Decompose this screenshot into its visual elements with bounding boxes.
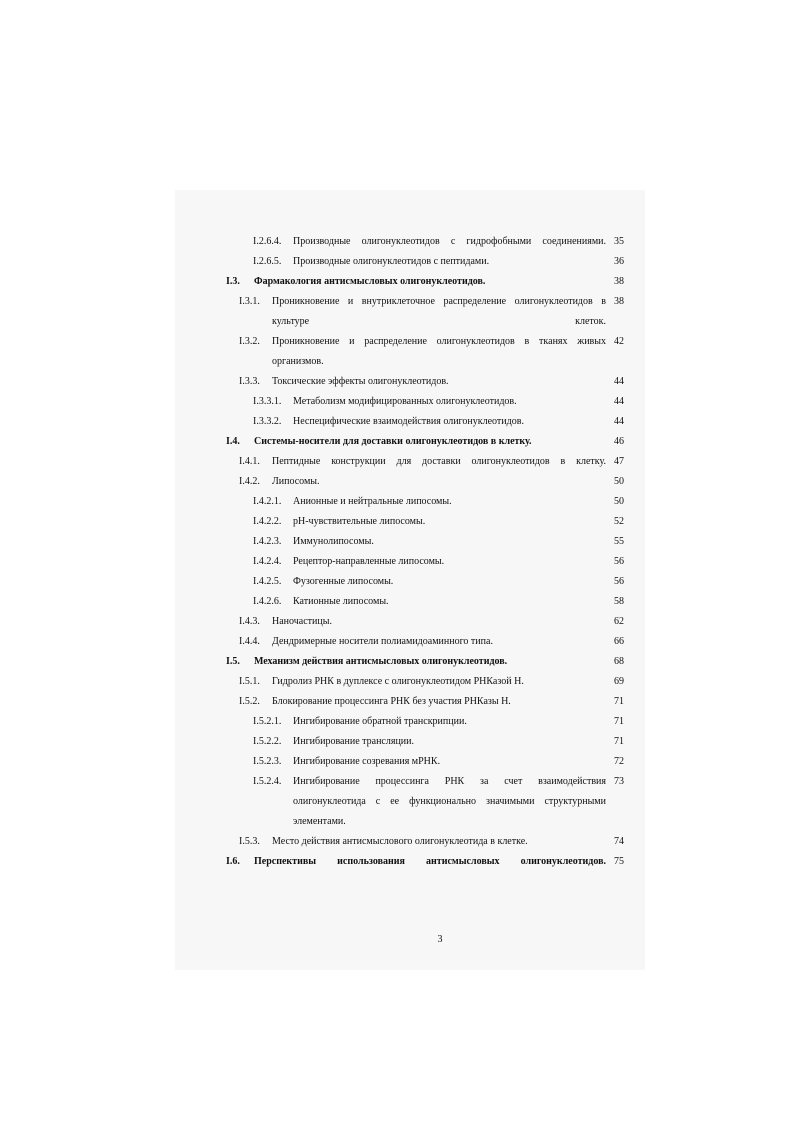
toc-entry-number: I.4. xyxy=(226,436,240,447)
toc-entry-number: I.4.2.4. xyxy=(253,556,282,567)
page-number: 3 xyxy=(437,934,443,945)
toc-entry xyxy=(253,392,626,412)
toc-entry-page: 71 xyxy=(614,716,624,727)
toc-entry xyxy=(226,432,626,452)
toc-entry-number: I.5.2.3. xyxy=(253,756,282,767)
toc-entry-title: Проникновение и распределение олигонуклеотидов в тканях живых организмов. xyxy=(272,336,606,367)
toc-entry-title: Токсические эффекты олигонуклеотидов. xyxy=(272,376,449,387)
toc-entry xyxy=(253,492,626,512)
toc-entry-number: I.6. xyxy=(226,856,240,867)
toc-entry xyxy=(239,832,626,852)
toc-entry xyxy=(239,452,626,472)
toc-entry-title: Фармакология антисмысловых олигонуклеотидов. xyxy=(254,276,486,287)
toc-entry-page: 44 xyxy=(614,396,624,407)
toc-entry-number: I.5.1. xyxy=(239,676,260,687)
toc-entry xyxy=(253,532,626,552)
toc-entry-title: pH-чувствительные липосомы. xyxy=(293,516,426,527)
toc-entry-page: 55 xyxy=(614,536,624,547)
toc-entry-number: I.4.2.6. xyxy=(253,596,282,607)
toc-entry-number: I.4.2.5. xyxy=(253,576,282,587)
toc-entry-number: I.5.2.2. xyxy=(253,736,282,747)
toc-entry-number: I.3.2. xyxy=(239,336,260,347)
toc-entry-page: 58 xyxy=(614,596,624,607)
toc-entry-page: 66 xyxy=(614,636,624,647)
toc-entry-page: 36 xyxy=(614,256,624,267)
toc-entry xyxy=(239,692,626,712)
toc-entry-page: 44 xyxy=(614,416,624,427)
toc-entry-number: I.4.1. xyxy=(239,456,260,467)
toc-entry-page: 72 xyxy=(614,756,624,767)
toc-entry-title: Иммунолипосомы. xyxy=(293,536,374,547)
toc-entry-page: 68 xyxy=(614,656,624,667)
toc-entry-title: Производные олигонуклеотидов с гидрофобными соединениями. xyxy=(293,236,606,247)
toc-entry xyxy=(226,272,626,292)
toc-entry-page: 50 xyxy=(614,496,624,507)
toc-entry-page: 52 xyxy=(614,516,624,527)
toc-entry xyxy=(253,592,626,612)
toc-entry-title: Наночастицы. xyxy=(272,616,332,627)
toc-entry xyxy=(239,632,626,652)
toc-entry xyxy=(253,512,626,532)
toc-entry-title: Липосомы. xyxy=(272,476,320,487)
toc-entry-title: Рецептор-направленные липосомы. xyxy=(293,556,445,567)
toc-entry-page: 44 xyxy=(614,376,624,387)
toc-entry-number: I.4.2.2. xyxy=(253,516,282,527)
toc-entry xyxy=(253,572,626,592)
toc-entry-page: 47 xyxy=(614,456,624,467)
toc-entry-page: 35 xyxy=(614,236,624,247)
toc-entry-title: Проникновение и внутриклеточное распределение олигонуклеотидов в культуре клеток. xyxy=(272,296,606,327)
toc-entry-title: Место действия антисмыслового олигонуклеотида в клетке. xyxy=(272,836,528,847)
toc-entry-title: Пептидные конструкции для доставки олигонуклеотидов в клетку. xyxy=(272,456,606,467)
toc-entry-number: I.5.3. xyxy=(239,836,260,847)
toc-entry-number: I.3.3. xyxy=(239,376,260,387)
toc-entry-page: 71 xyxy=(614,736,624,747)
toc-entry-title: Ингибирование трансляции. xyxy=(293,736,415,747)
toc-entry-title: Блокирование процессинга РНК без участия РНКазы Н. xyxy=(272,696,511,707)
toc-entry-page: 62 xyxy=(614,616,624,627)
toc-entry xyxy=(239,372,626,392)
toc-entry-page: 56 xyxy=(614,576,624,587)
toc-entry-page: 75 xyxy=(614,856,624,867)
toc-entry xyxy=(253,752,626,772)
toc-entry-number: I.4.2. xyxy=(239,476,260,487)
toc-entry-number: I.4.2.3. xyxy=(253,536,282,547)
toc-entry xyxy=(253,772,626,832)
toc-entry-page: 56 xyxy=(614,556,624,567)
toc-entry-title: Дендримерные носители полиамидоаминного типа. xyxy=(272,636,493,647)
toc-entry-number: I.5.2. xyxy=(239,696,260,707)
toc-entry xyxy=(226,652,626,672)
toc-entry xyxy=(253,412,626,432)
toc-entry-page: 38 xyxy=(614,296,624,307)
toc-entry xyxy=(226,852,626,872)
toc-entry-number: I.5. xyxy=(226,656,240,667)
toc-entry-title: Метаболизм модифицированных олигонуклеотидов. xyxy=(293,396,517,407)
toc-entry xyxy=(239,292,626,332)
toc-entry xyxy=(253,732,626,752)
table-of-contents xyxy=(226,232,626,872)
toc-entry xyxy=(253,232,626,252)
toc-entry-title: Ингибирование созревания мРНК. xyxy=(293,756,441,767)
toc-entry xyxy=(239,612,626,632)
toc-entry-number: I.2.6.4. xyxy=(253,236,282,247)
toc-entry xyxy=(253,552,626,572)
toc-entry-title: Неспецифические взаимодействия олигонуклеотидов. xyxy=(293,416,524,427)
toc-entry-number: I.5.2.4. xyxy=(253,776,282,787)
toc-entry xyxy=(239,332,626,372)
toc-entry-number: I.3.3.2. xyxy=(253,416,282,427)
toc-entry-title: Катионные липосомы. xyxy=(293,596,389,607)
toc-entry xyxy=(239,472,626,492)
toc-entry-page: 71 xyxy=(614,696,624,707)
toc-entry-page: 42 xyxy=(614,336,624,347)
toc-entry-page: 69 xyxy=(614,676,624,687)
toc-entry-title: Системы-носители для доставки олигонуклеотидов в клетку. xyxy=(254,436,532,447)
toc-entry-number: I.3. xyxy=(226,276,240,287)
toc-entry-number: I.5.2.1. xyxy=(253,716,282,727)
toc-entry-title: Производные олигонуклеотидов с пептидами. xyxy=(293,256,490,267)
toc-entry-title: Ингибирование обратной транскрипции. xyxy=(293,716,467,727)
toc-entry-page: 50 xyxy=(614,476,624,487)
toc-entry-number: I.3.1. xyxy=(239,296,260,307)
toc-entry-title: Механизм действия антисмысловых олигонуклеотидов. xyxy=(254,656,508,667)
toc-entry-page: 74 xyxy=(614,836,624,847)
toc-entry-title: Перспективы использования антисмысловых олигонуклеотидов. xyxy=(254,856,606,867)
toc-entry-title: Гидролиз РНК в дуплексе с олигонуклеотидом РНКазой Н. xyxy=(272,676,524,687)
toc-entry-title: Ингибирование процессинга РНК за счет взаимодействия олигонуклеотида с ее функционально значимыми структурными элементами. xyxy=(293,776,606,827)
toc-entry xyxy=(253,712,626,732)
toc-entry xyxy=(239,672,626,692)
toc-entry xyxy=(253,252,626,272)
toc-entry-number: I.3.3.1. xyxy=(253,396,282,407)
toc-entry-title: Фузогенные липосомы. xyxy=(293,576,394,587)
toc-entry-number: I.2.6.5. xyxy=(253,256,282,267)
toc-entry-number: I.4.3. xyxy=(239,616,260,627)
toc-entry-page: 38 xyxy=(614,276,624,287)
toc-entry-title: Анионные и нейтральные липосомы. xyxy=(293,496,452,507)
toc-entry-page: 73 xyxy=(614,776,624,787)
toc-entry-number: I.4.2.1. xyxy=(253,496,282,507)
toc-entry-number: I.4.4. xyxy=(239,636,260,647)
toc-entry-page: 46 xyxy=(614,436,624,447)
